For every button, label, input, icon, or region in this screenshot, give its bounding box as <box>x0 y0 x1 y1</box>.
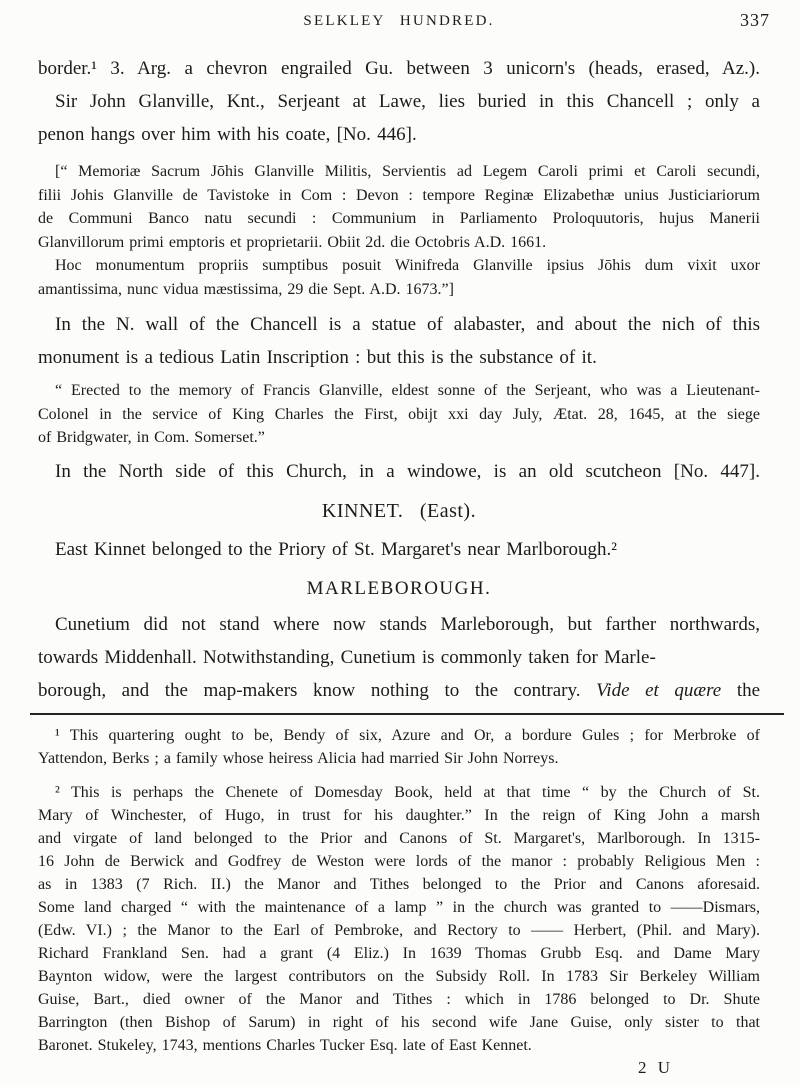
paragraph-east-kinnet: East Kinnet belonged to the Priory of St. Margaret's near Marlborough.² <box>55 538 617 560</box>
cunetium-text: borough, and the map-makers know nothing to the contrary. <box>38 679 581 701</box>
latin-inscription-para-2: Hoc monumentum propriis sumptibus posuit Winifreda Glanville ipsius Jōhis dum vixit uxor amantissima, nunc vidua mæstissima, 29 die Sept. A.D. 1673.”] <box>38 257 760 298</box>
running-title: SELKLEY HUNDRED. <box>303 13 495 29</box>
running-header <box>38 0 770 35</box>
paragraph-cunetium-last-line <box>38 674 760 707</box>
paragraph-border-continuation: border.¹ 3. Arg. a chevron engrailed Gu. between 3 unicorn's (heads, erased, Az.). <box>38 58 760 79</box>
paragraph-cunetium: Cunetium did not stand where now stands Marleborough, but farther northwards, towards Middenhall. Notwithstanding, Cunetium is commonly taken for Marle- <box>38 613 760 668</box>
english-inscription-block: “ Erected to the memory of Francis Glanville, eldest sonne of the Serjeant, who was a Lieutenant- Colonel in the service of King Charles the First, obijt xxi day July, Ætat. 28, 1645, at the siege of Bridgwater, in Com. Somerset.” <box>38 382 760 446</box>
paragraph-north-side: In the North side of this Church, in a windowe, is an old scutcheon [No. 447]. <box>55 460 760 482</box>
marleborough-section-heading: MARLEBOROUGH. <box>306 577 492 599</box>
latin-inscription-block <box>38 160 760 301</box>
footnote-1: ¹ This quartering ought to be, Bendy of six, Azure and Or, a bordure Gules ; for Merbroke of Yattendon, Berks ; a family whose heiress Alicia had married Sir John Norreys. <box>38 726 760 767</box>
footnote-2: ² This is perhaps the Chenete of Domesday Book, held at that time “ by the Church of St. Mary of Winchester, of Hugo, in trust for his daughter.” In the reign of King John a marsh and virgate of land belonged to the Prior and Canons of St. Margaret's, Marlborough. In 1315- 16 John de Berwick and Godfrey de Weston were lords of the manor : probably Religious Men : as in 1383 (7 Rich. II.) the Manor and Tithes belonged to the Prior and Canons aforesaid. Some land charged “ with the maintenance of a lamp ” in the church was granted to ——Dismars, (Edw. VI.) ; the Manor to the Earl of Pembroke, and Rectory to —— Herbert, (Phil. and Mary). Richard Frankland Sen. had a grant (4 Eliz.) In 1639 Thomas Grubb Esq. and Dame Mary Baynton widow, were the largest contributors on the Subsidy Roll. In 1783 Sir Berkeley William Guise, Bart., died owner of the Manor and Tithes : which in 1786 belonged to Dr. Shute Barrington (then Bishop of Sarum) in right of his second wife Jane Guise, only sister to that Baronet. Stukeley, 1743, mentions Charles Tucker Esq. late of East Kennet. <box>38 783 760 1054</box>
paragraph-north-wall: In the N. wall of the Chancell is a statue of alabaster, and about the nich of this monument is a tedious Latin Inscription : but this is the substance of it. <box>38 314 760 368</box>
paragraph-sir-john-glanville: Sir John Glanville, Knt., Serjeant at Lawe, lies buried in this Chancell ; only a penon hangs over him with his coate, [No. 446]. <box>38 91 760 145</box>
page-number: 337 <box>740 10 770 30</box>
latin-phrase-italic: Vide et quære <box>596 679 722 701</box>
printers-signature: 2 U <box>638 1057 671 1077</box>
cunetium-tail: the <box>736 679 761 701</box>
footnote-separator-rule <box>30 713 784 715</box>
latin-inscription-para-1: [“ Memoriæ Sacrum Jōhis Glanville Militis, Servientis ad Legem Caroli primi et Caroli secundi, filii Johis Glanville de Tavistoke in Com : Devon : tempore Reginæ Elizabethæ unius Justiciariorum de Communi Banco natu secundi : Communium in Parliamento Proloquutoris, hujus Manerii Glanvillorum primi emptoris et proprietarii. Obiit 2d. die Octobris A.D. 1661. <box>38 163 760 251</box>
kinnet-section-heading: KINNET. (East). <box>321 499 477 522</box>
